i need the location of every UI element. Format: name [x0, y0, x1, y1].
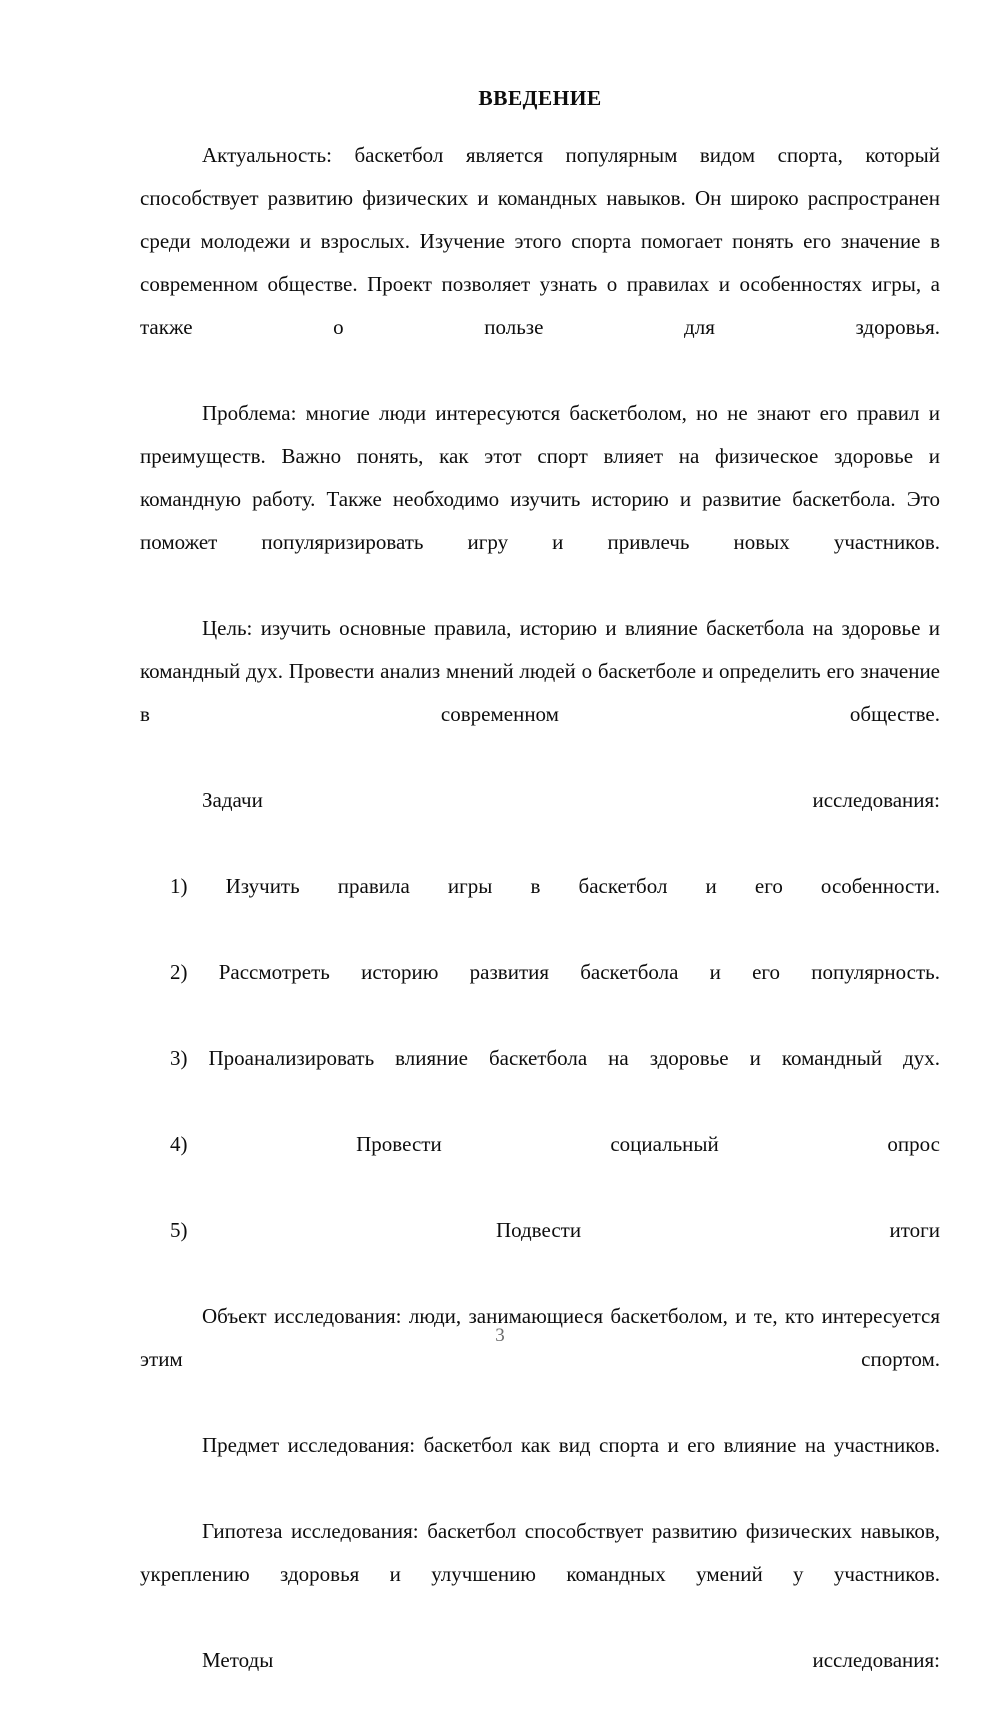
paragraph-goal: Цель: изучить основные правила, историю и влияние баскетбола на здоровье и командный дух. Провести анализ мнений людей о баскетболе и определить его значение в современном обществе.: [140, 615, 940, 726]
paragraph-object: Объект исследования: люди, занимающиеся баскетболом, и те, кто интересуется этим спортом.: [140, 1303, 940, 1371]
paragraph-problem: Проблема: многие люди интересуются баскетболом, но не знают его правил и преимуществ. Важно понять, как этот спорт влияет на физическое здоровье и командную работу. Также необходимо изучить историю и развитие баскетбола. Это поможет популяризировать игру и привлечь новых участников.: [140, 400, 940, 554]
page-number: 3: [495, 1325, 505, 1346]
heading-tasks: Задачи исследования:: [202, 787, 940, 812]
paragraph-hypothesis: Гипотеза исследования: баскетбол способствует развитию физических навыков, укреплению здоровья и улучшению командных умений у участников.: [140, 1518, 940, 1586]
task-item-3: 3) Проанализировать влияние баскетбола на здоровье и командный дух.: [170, 1045, 940, 1070]
page-title: ВВЕДЕНИЕ: [478, 86, 602, 110]
task-item-1: 1) Изучить правила игры в баскетбол и его особенности.: [170, 873, 940, 898]
paragraph-subject: Предмет исследования: баскетбол как вид спорта и его влияние на участников.: [202, 1432, 940, 1457]
task-item-4: 4) Провести социальный опрос: [170, 1131, 940, 1156]
document-body: [140, 86, 940, 1725]
heading-methods: Методы исследования:: [202, 1647, 940, 1672]
task-item-5: 5) Подвести итоги: [170, 1217, 940, 1242]
paragraph-relevance: Актуальность: баскетбол является популярным видом спорта, который способствует развитию физических и командных навыков. Он широко распространен среди молодежи и взрослых. Изучение этого спорта помогает понять его значение в современном обществе. Проект позволяет узнать о правилах и особенностях игры, а также о пользе для здоровья.: [140, 142, 940, 339]
task-item-2: 2) Рассмотреть историю развития баскетбола и его популярность.: [170, 959, 940, 984]
